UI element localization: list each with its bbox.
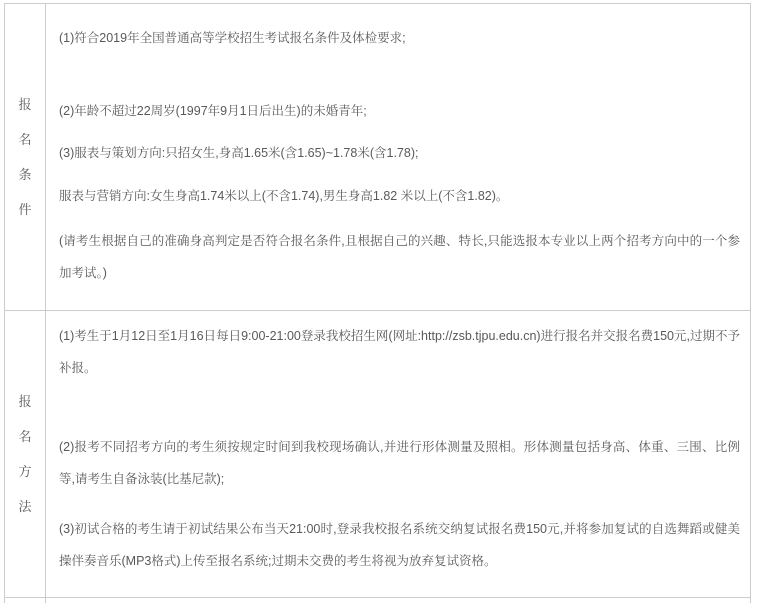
row-header-char: 报: [18, 394, 32, 409]
paragraph-condition-note: (请考生根据自己的准确身高判定是否符合报名条件,且根据自己的兴趣、特长,只能选报本专业以上两个招考方向中的一个参加考试。): [59, 234, 740, 280]
conditions-content-cell: [46, 4, 750, 310]
row-header-char: 名: [18, 132, 32, 147]
row-header-char: 报: [18, 97, 32, 112]
table-row-methods: [5, 310, 750, 597]
row-header-char: 条: [18, 167, 32, 182]
row-header-char: 名: [18, 429, 32, 444]
empty-content-cell: [46, 598, 750, 603]
paragraph-method-2: (2)报考不同招考方向的考生须按规定时间到我校现场确认,并进行形体测量及照相。形体测量包括身高、体重、三围、比例等,请考生自备泳装(比基尼款);: [59, 440, 740, 486]
row-header-char: 件: [18, 202, 32, 217]
paragraph-method-3: (3)初试合格的考生请于初试结果公布当天21:00时,登录我校报名系统交纳复试报名费150元,并将参加复试的自选舞蹈或健美操伴奏音乐(MP3格式)上传至报名系统;过期未交费的考生将视为放弃复试资格。: [59, 522, 740, 568]
row-header-char: 法: [18, 499, 32, 514]
admission-info-table: [4, 3, 751, 603]
paragraph-condition-2: (2)年龄不超过22周岁(1997年9月1日后出生)的未婚青年;: [59, 104, 367, 118]
row-header-methods: [5, 311, 46, 597]
methods-content-cell: [46, 311, 750, 597]
paragraph-method-1: (1)考生于1月12日至1月16日每日9:00-21:00登录我校招生网(网址:http://zsb.tjpu.edu.cn)进行报名并交报名费150元,过期不予补报。: [59, 329, 740, 375]
row-header-conditions: [5, 4, 46, 310]
paragraph-condition-1: (1)符合2019年全国普通高等学校招生考试报名条件及体检要求;: [59, 31, 406, 45]
paragraph-condition-3b: 服表与营销方向:女生身高1.74米以上(不含1.74),男生身高1.82 米以上(不含1.82)。: [59, 189, 509, 203]
paragraph-condition-3: (3)服表与策划方向:只招女生,身高1.65米(含1.65)~1.78米(含1.78);: [59, 146, 419, 160]
table-row-next-partial: [5, 597, 750, 603]
table-row-conditions: [5, 4, 750, 310]
row-header-empty: [5, 598, 46, 603]
row-header-char: 方: [18, 464, 32, 479]
